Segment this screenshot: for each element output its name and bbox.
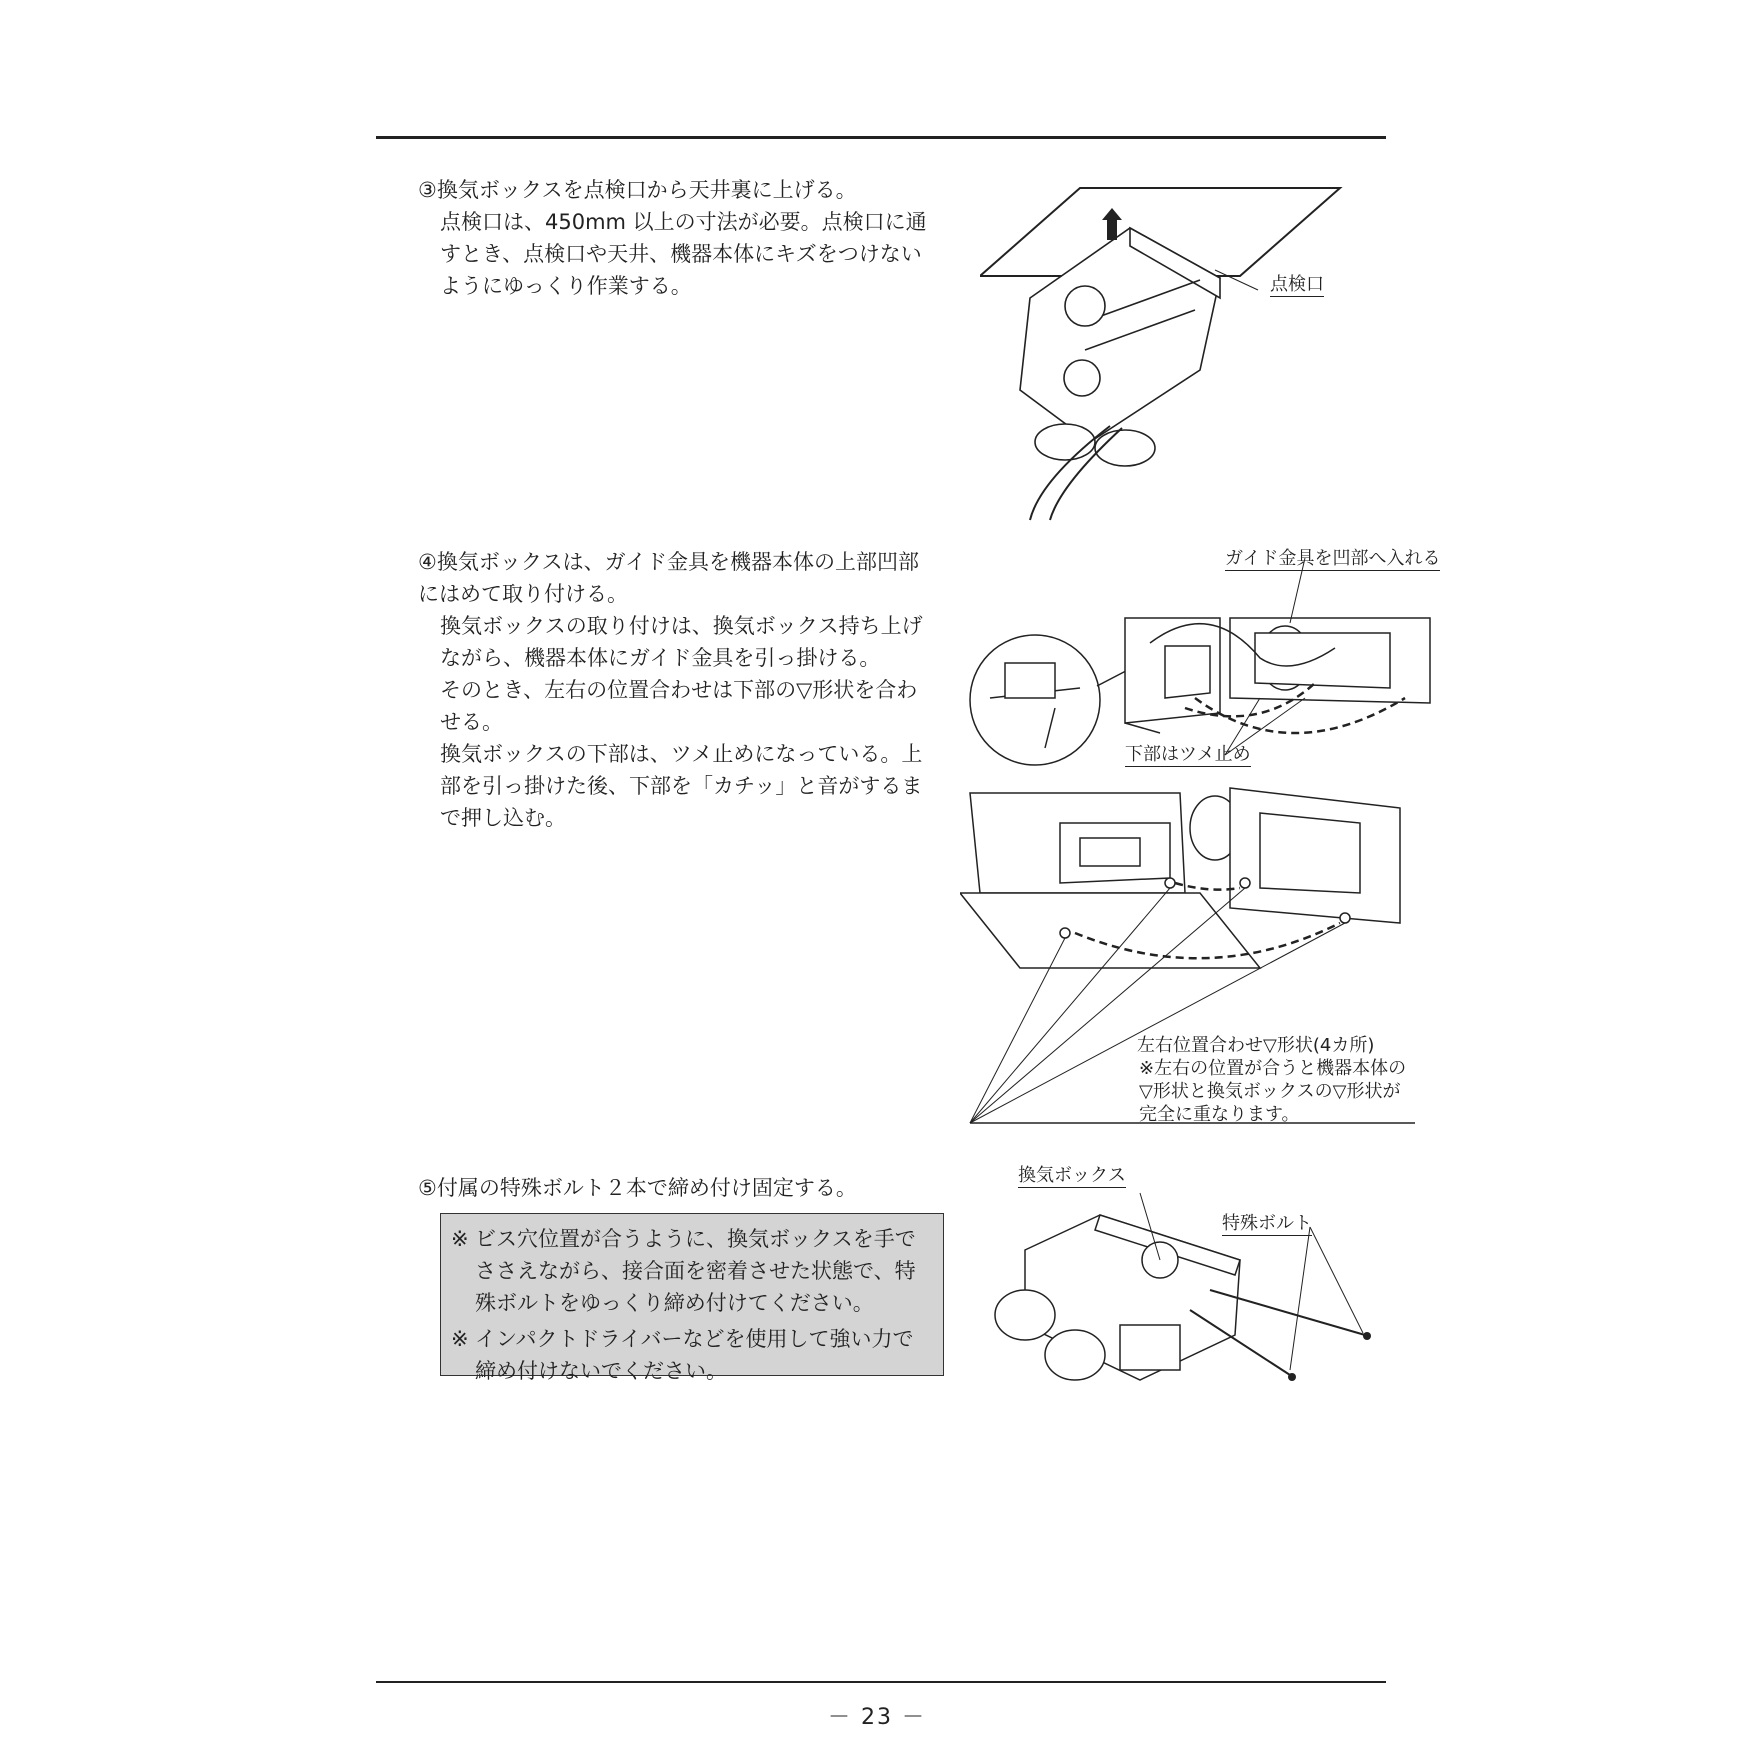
step-4-paragraph-3: 換気ボックスの下部は、ツメ止めになっている。上部を引っ掛けた後、下部を「カチッ」と音がするまで押し込む。 xyxy=(440,742,923,830)
step-4 xyxy=(418,546,938,834)
bolt-end-icon xyxy=(1288,1373,1296,1381)
alignment-note-title: 左右位置合わせ▽形状(4カ所) xyxy=(1137,1035,1375,1056)
top-rule xyxy=(376,136,1386,139)
step-3-title: ③換気ボックスを点検口から天井裏に上げる。 xyxy=(418,178,857,202)
caution-item xyxy=(451,1323,933,1387)
step-3-body: 点検口は、450mm 以上の寸法が必要。点検口に通すとき、点検口や天井、機器本体にキズをつけないようにゆっくり作業する。 xyxy=(440,210,927,298)
label-ventilation-box: 換気ボックス xyxy=(1018,1165,1126,1186)
page-number: － 23 － xyxy=(828,1705,926,1730)
step-5-title: ⑤付属の特殊ボルト２本で締め付け固定する。 xyxy=(418,1176,857,1200)
detail-zoom-circle xyxy=(970,635,1100,765)
caution-box xyxy=(440,1213,944,1383)
step-4-paragraph-2: そのとき、左右の位置合わせは下部の▽形状を合わせる。 xyxy=(440,678,918,734)
label-inspection-port: 点検口 xyxy=(1270,274,1324,295)
alignment-note-body: ※左右の位置が合うと機器本体の▽形状と換気ボックスの▽形状が完全に重なります。 xyxy=(1139,1058,1407,1125)
label-bottom-claw: 下部はツメ止め xyxy=(1125,744,1251,765)
caution-item xyxy=(451,1223,933,1319)
note-mark: ※ xyxy=(451,1227,469,1251)
step-4-paragraph-1: 換気ボックスの取り付けは、換気ボックス持ち上げながら、機器本体にガイド金具を引っ掛ける。 xyxy=(440,614,923,670)
figure-step-4 xyxy=(960,548,1440,1133)
bottom-rule xyxy=(376,1681,1386,1683)
special-bolt-illustration xyxy=(980,1165,1380,1405)
step-4-title: ④換気ボックスは、ガイド金具を機器本体の上部凹部にはめて取り付ける。 xyxy=(418,550,919,606)
figure-step-3 xyxy=(980,180,1400,525)
note-mark: ※ xyxy=(451,1327,469,1351)
step-5 xyxy=(418,1172,938,1204)
figure-step-5 xyxy=(980,1165,1380,1405)
caution-text-2: インパクトドライバーなどを使用して強い力で締め付けないでください。 xyxy=(475,1327,914,1383)
ventilation-box-ceiling-illustration xyxy=(980,180,1400,525)
label-special-bolt: 特殊ボルト xyxy=(1222,1213,1312,1234)
alignment-note xyxy=(1137,1034,1409,1126)
label-guide-fitting: ガイド金具を凹部へ入れる xyxy=(1225,548,1441,569)
bolt-end-icon xyxy=(1363,1332,1371,1340)
caution-text-1: ビス穴位置が合うように、換気ボックスを手でささえながら、接合面を密着させた状態で、特殊ボルトをゆっくり締め付けてください。 xyxy=(475,1227,916,1315)
step-3 xyxy=(418,174,938,302)
